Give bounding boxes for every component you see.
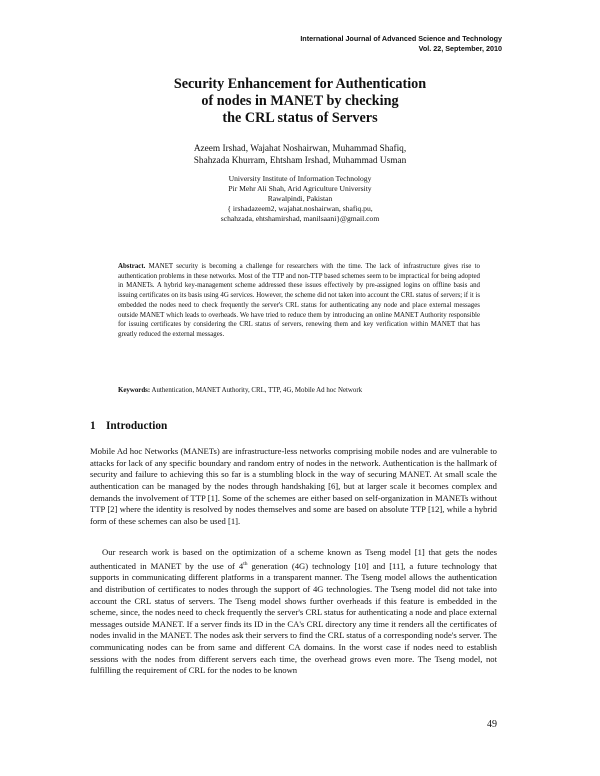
- intro-paragraph-2: [90, 547, 497, 677]
- abstract-label: Abstract.: [118, 263, 146, 270]
- paragraph-2-part-1: Our research work is based on the optimization of a scheme known as Tseng model [1] that gets the nodes authenticated in MANET by the use of 4: [90, 547, 497, 571]
- abstract: [118, 262, 480, 340]
- abstract-text: MANET security is becoming a challenge for researchers with the time. The lack of infrastructure gives rise to authentication problems in these networks. Most of the TTP and non-TTP based schemes seem to be impractical for being adopted in MANETs. A hybrid key-management scheme addressed these issues effectively by pre-assigned logins on offline basis and issuing certificates on its basis using 4G services. However, the scheme did not taken into account the CRL status of servers; if it is embedded the nodes need to check frequently the server's CRL status for authenticating any node and place external messages outside MANET which leads to overheads. We have tried to reduce them by introducing an online MANET Authority responsible for issuing certificates by considering the CRL status of servers, renewing them and key verification within MANET that has greatly reduced the external messages.: [118, 263, 480, 339]
- title-line-3: the CRL status of Servers: [222, 110, 378, 126]
- page-number: 49: [487, 719, 497, 730]
- authors-line-2: Shahzada Khurram, Ehtsham Irshad, Muhammad Usman: [193, 155, 407, 166]
- intro-paragraph-1: Mobile Ad hoc Networks (MANETs) are infrastructure-less networks comprising mobile nodes and are vulnerable to attacks for lack of any specific boundary and random entry of nodes in the network. Authentication is the hallmark of security and failure to achieving this so far is a stumbling block in the way of securing MANET. At small scale the authentication can be managed by the nodes through handshaking [6], but at larger scale it becomes complex and demands the involvement of TTP [1]. Some of the schemes are either based on self-organization in MANETs without TTP [2] where the identity is resolved by nodes themselves and some are based on absolute TTP [12], while a hybrid form of these schemes can also be used [1].: [90, 446, 497, 526]
- section-number: 1: [90, 420, 96, 432]
- title-line-1: Security Enhancement for Authentication: [173, 76, 427, 92]
- section-title: Introduction: [106, 420, 168, 432]
- section-heading-introduction: [90, 419, 167, 433]
- keywords-label: Keywords:: [118, 387, 151, 394]
- author-list: [0, 144, 600, 168]
- journal-name: International Journal of Advanced Science and Technology: [300, 34, 502, 43]
- keywords-text: Authentication, MANET Authority, CRL, TTP, 4G, Mobile Ad hoc Network: [151, 387, 363, 394]
- paper-title: [0, 76, 600, 127]
- title-line-2: of nodes in MANET by checking: [201, 93, 399, 109]
- paragraph-2-part-2: generation (4G) technology [10] and [11], a future technology that supports in communicating different platforms in a transparent manner. The Tseng model allows the authentication and distribution of certificates to nodes through the support of 4G technologies. The Tseng model did not take into account the CRL status of servers. The Tseng model shows further overheads if this feature is embedded in the scheme, since, the nodes need to check frequently the server's CRL status for authenticating a node and place external messages outside MANET. If a server finds its ID in the CA's CRL directory any time it renders all the certificates of nodes invalid in the MANET. The nodes ask their servers to find the CRL status of a corresponding node's server. The communicating nodes can be from same and different CA domains. In the worst case if nodes need to establish sessions with the nodes from different servers each time, the overhead grows even more. The Tseng model, not fulfilling the requirement of CRL for the nodes to be known: [90, 560, 498, 676]
- affiliation-emails-2: schahzada, ehtshamirshad, manilsaani}@gmail.com: [220, 214, 380, 223]
- affiliation-line-2: Pir Mehr Ali Shah, Arid Agriculture University: [228, 184, 372, 193]
- journal-volume: Vol. 22, September, 2010: [418, 43, 502, 53]
- affiliation-line-3: Rawalpindi, Pakistan: [267, 194, 333, 203]
- keywords: [118, 386, 498, 395]
- authors-line-1: Azeem Irshad, Wajahat Noshairwan, Muhammad Shafiq,: [193, 144, 407, 154]
- affiliation-line-1: University Institute of Information Technology: [228, 174, 372, 183]
- affiliation-emails-1: { irshadazeem2, wajahat.noshairwan, shafiq.pu,: [227, 204, 373, 213]
- affiliation-block: [0, 174, 600, 224]
- ordinal-superscript: th: [243, 560, 248, 567]
- journal-header: [300, 34, 502, 53]
